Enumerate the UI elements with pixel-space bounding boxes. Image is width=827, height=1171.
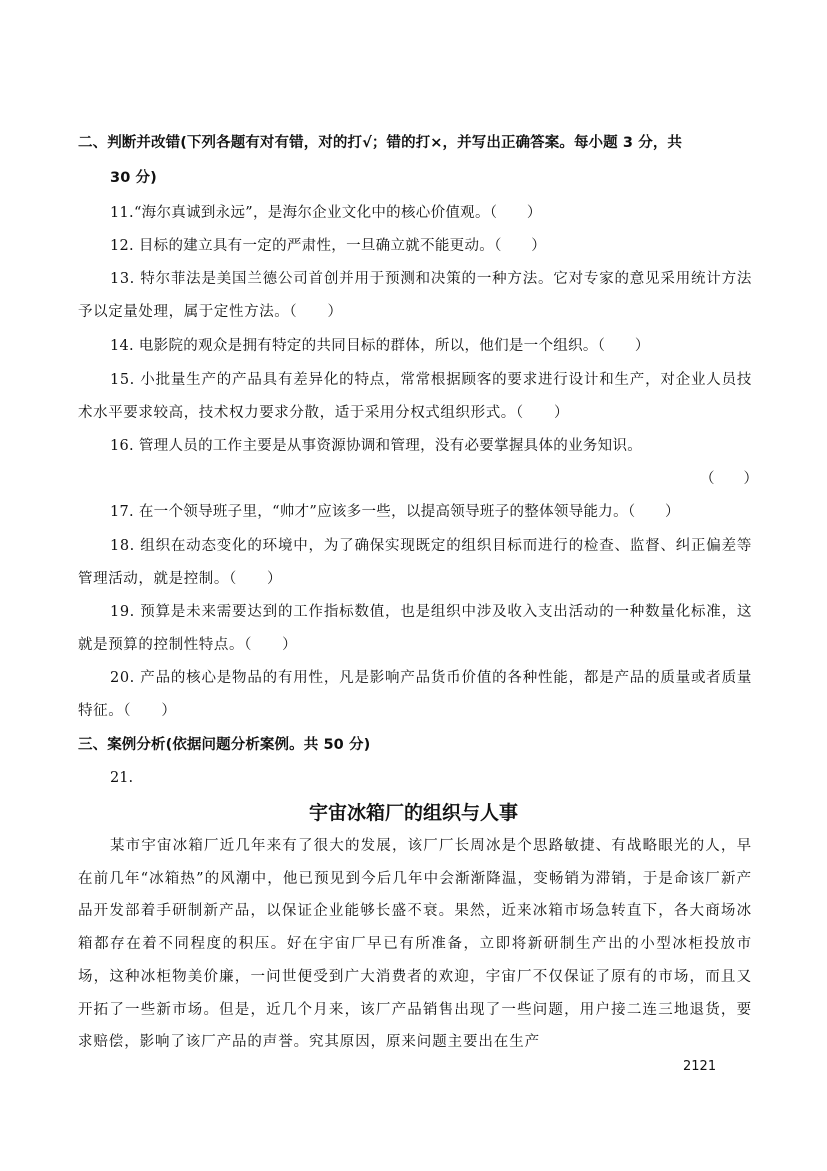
question-11: 11.“海尔真诚到永远”，是海尔企业文化中的核心价值观。（ ） — [110, 205, 542, 221]
question-13: 13. 特尔菲法是美国兰德公司首创并用于预测和决策的一种方法。它对专家的意见采用统计方法予以定量处理，属于定性方法。（ ） — [78, 271, 752, 320]
question-14: 14. 电影院的观众是拥有特定的共同目标的群体，所以，他们是一个组织。（ ） — [110, 338, 650, 354]
section-2-heading-line2: 30 分) — [110, 170, 157, 186]
question-21-number: 21. — [110, 770, 134, 786]
question-18: 18. 组织在动态变化的环境中，为了确保实现既定的组织目标而进行的检查、监督、纠正偏差等管理活动，就是控制。（ ） — [78, 538, 752, 587]
question-16-answer-mark: （ ） — [700, 471, 758, 487]
page-number: 2121 — [683, 1059, 717, 1074]
case-title: 宇宙冰箱厂的组织与人事 — [308, 802, 518, 824]
section-2-heading-line1: 二、判断并改错(下列各题有对有错，对的打√；错的打×，并写出正确答案。每小题 3 分，共 — [78, 135, 683, 151]
question-12: 12. 目标的建立具有一定的严肃性，一旦确立就不能更动。（ ） — [110, 238, 547, 254]
question-15: 15. 小批量生产的产品具有差异化的特点，常常根据顾客的要求进行设计和生产，对企业人员技术水平要求较高，技术权力要求分散，适于采用分权式组织形式。（ ） — [78, 372, 752, 421]
question-20: 20. 产品的核心是物品的有用性，凡是影响产品货币价值的各种性能，都是产品的质量或者质量特征。（ ） — [78, 670, 752, 719]
case-text: 某市宇宙冰箱厂近几年来有了很大的发展，该厂厂长周冰是个思路敏捷、有战略眼光的人，早在前几年“冰箱热”的风潮中，他已预见到今后几年中会渐渐降温，变畅销为滞销，于是命该厂新产品开发部着手研制新产品，以保证企业能够长盛不衰。果然，近来冰箱市场急转直下，各大商场冰箱都存在着不同程度的积压。好在宇宙厂早已有所准备，立即将新研制生产出的小型冰柜投放市场，这种冰柜物美价廉，一问世便受到广大消费者的欢迎，宇宙厂不仅保证了原有的市场，而且又开拓了一些新市场。但是，近几个月来，该厂产品销售出现了一些问题，用户接二连三地退货，要求赔偿，影响了该厂产品的声誉。究其原因，原来问题主要出在生产 — [78, 838, 752, 1051]
question-19: 19. 预算是未来需要达到的工作指标数值，也是组织中涉及收入支出活动的一种数量化标准，这就是预算的控制性特点。（ ） — [78, 604, 752, 653]
question-16: 16. 管理人员的工作主要是从事资源协调和管理，没有必要掌握具体的业务知识。 — [110, 438, 643, 454]
question-17: 17. 在一个领导班子里，“帅才”应该多一些，以提高领导班子的整体领导能力。（ ） — [110, 504, 680, 520]
section-3-heading: 三、案例分析(依据问题分析案例。共 50 分) — [78, 737, 371, 753]
